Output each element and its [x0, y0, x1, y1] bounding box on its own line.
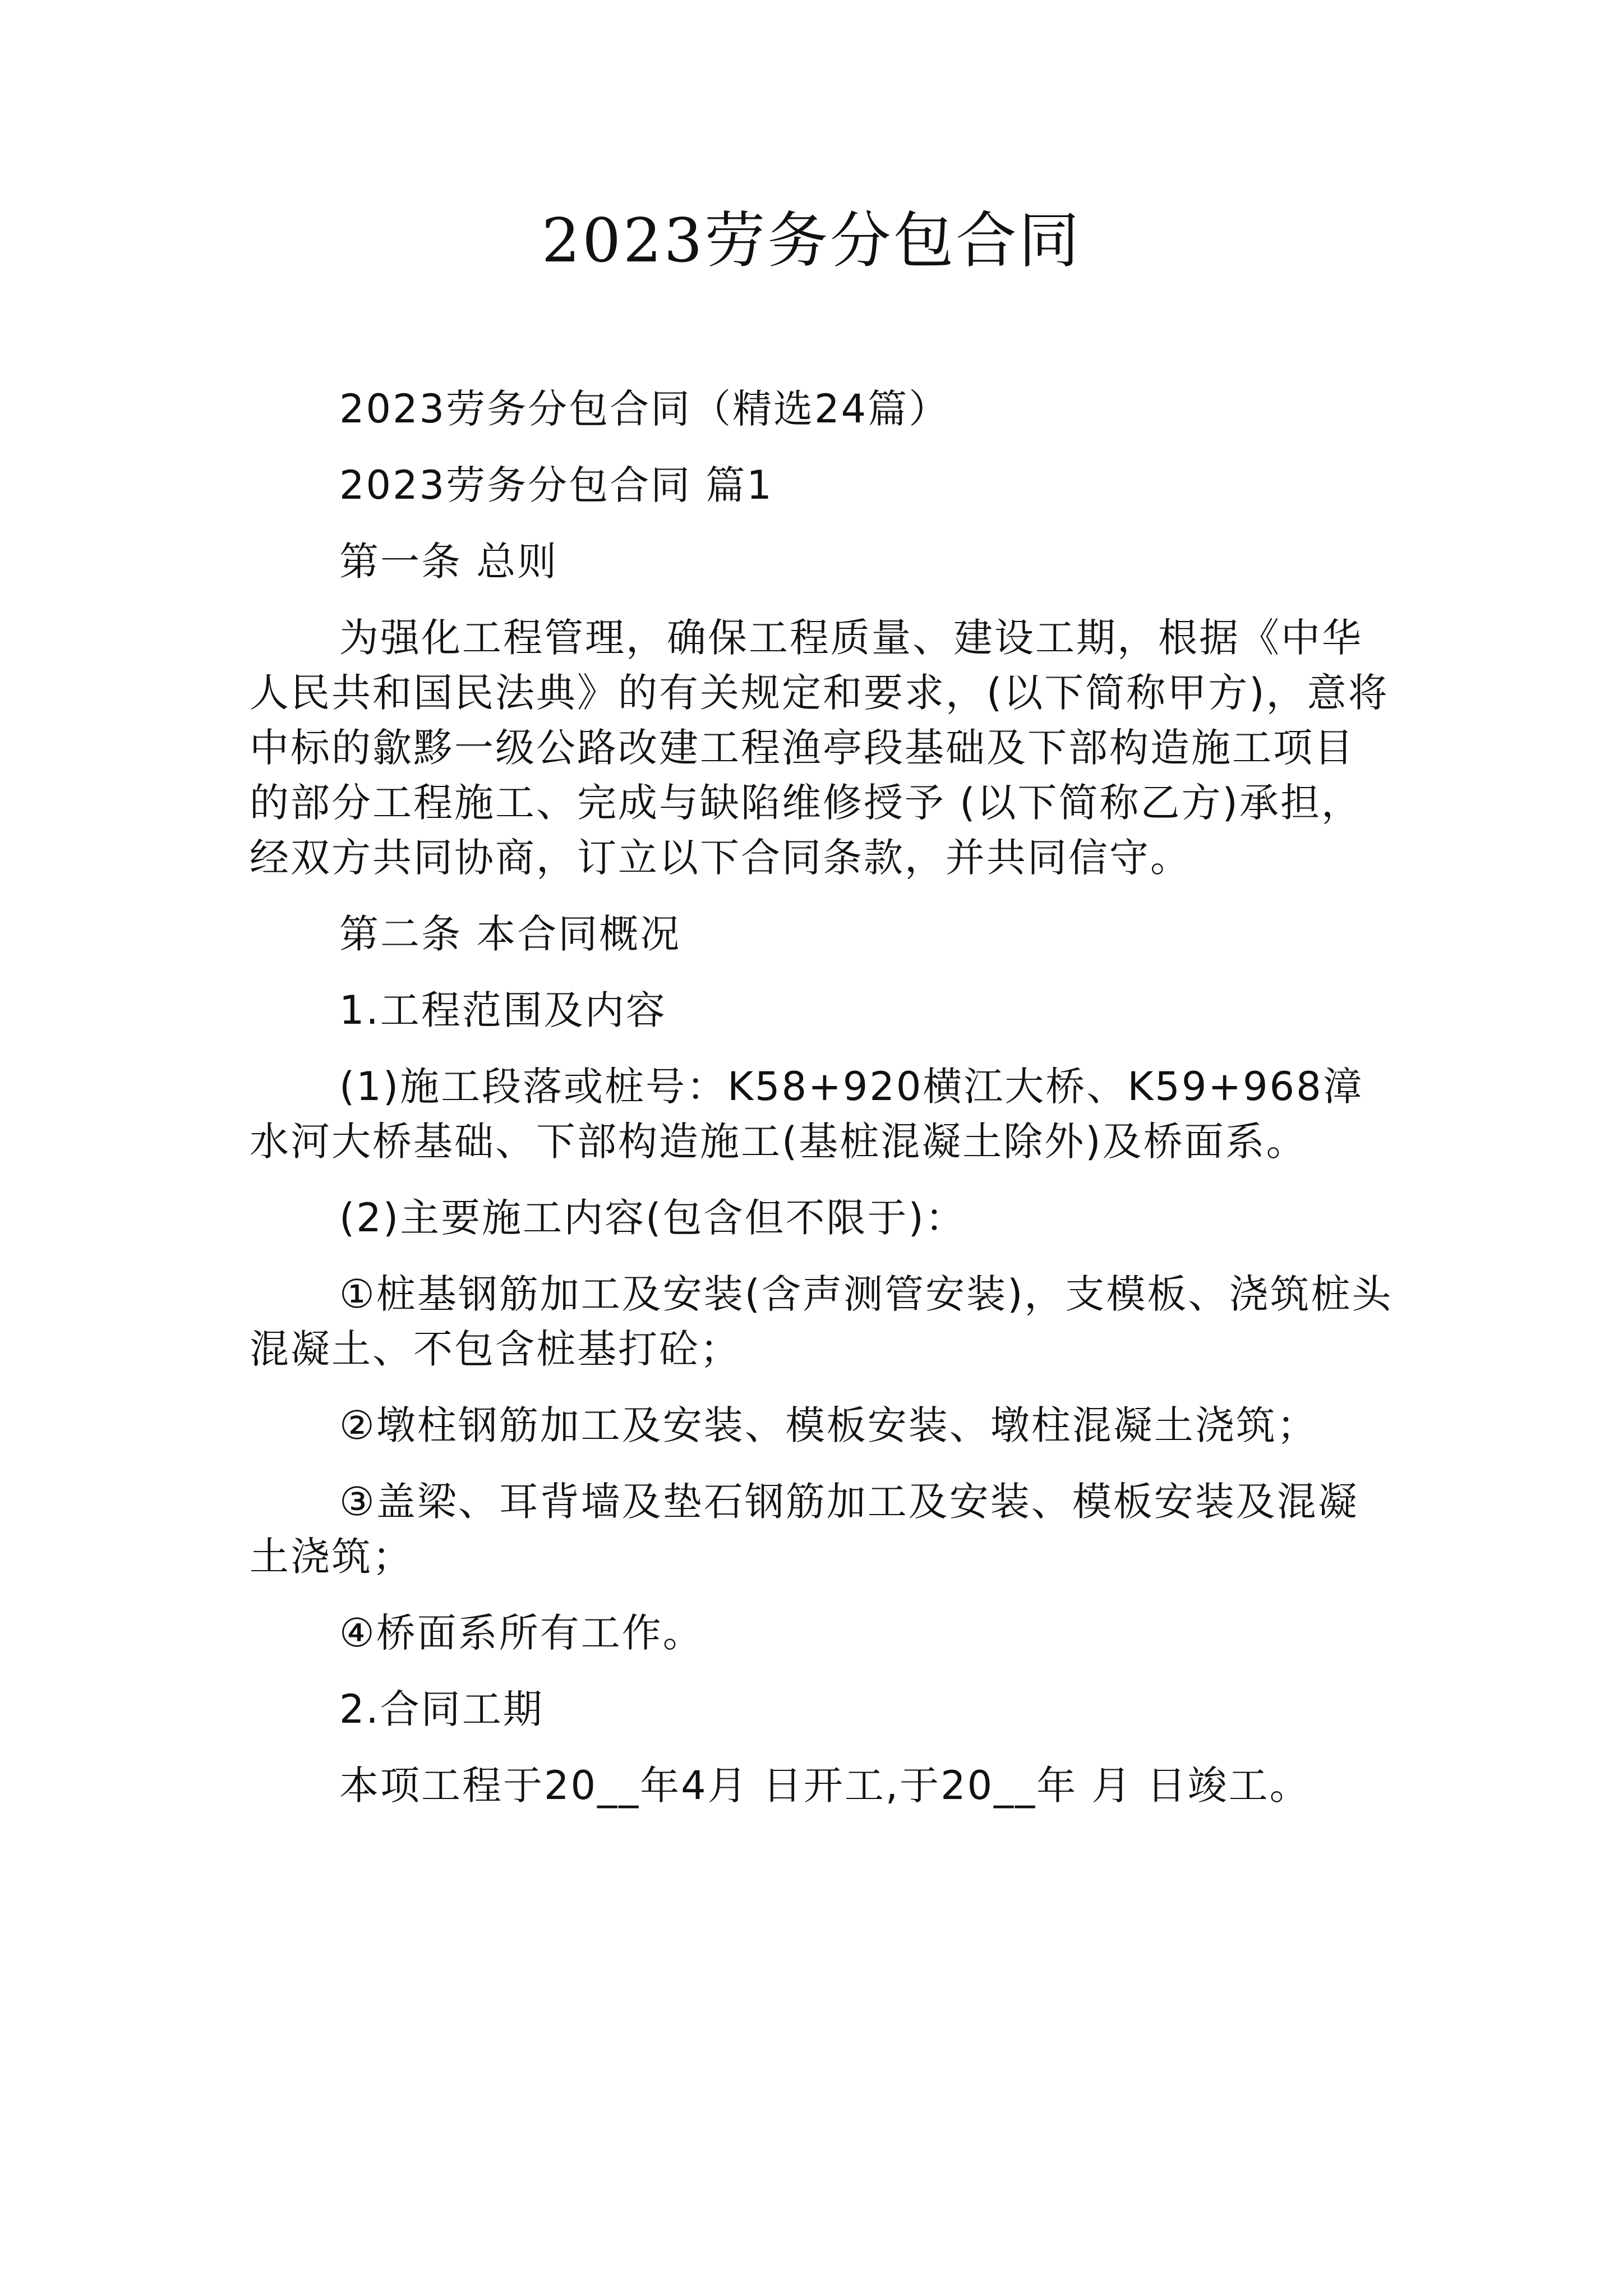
paragraph: 2.合同工期 [339, 1686, 544, 1732]
paragraph: ①桩基钢筋加工及安装(含声测管安装)，支模板、浇筑桩头混凝土、不包含桩基打砼； [250, 1271, 1393, 1372]
document-body [250, 381, 1394, 1834]
paragraph: 2023劳务分包合同（精选24篇） [339, 386, 950, 432]
paragraph: 本项工程于20__年4月 日开工,于20__年 月 日竣工。 [339, 1763, 1311, 1809]
paragraph: 为强化工程管理，确保工程质量、建设工期，根据《中华人民共和国民法典》的有关规定和要求，(以下简称甲方)，意将中标的歙黟一级公路改建工程渔亭段基础及下部构造施工项目的部分工程施工、完成与缺陷维修授予 (以下简称乙方)承担，经双方共同协商，订立以下合同条款，并共同信守。 [250, 615, 1389, 881]
paragraph: 第一条 总则 [339, 539, 559, 585]
paragraph: (1)施工段落或桩号：K58+920横江大桥、K59+968漳水河大桥基础、下部构造施工(基桩混凝土除外)及桥面系。 [250, 1064, 1364, 1165]
paragraph: (2)主要施工内容(包含但不限于)： [339, 1195, 966, 1241]
paragraph: 第二条 本合同概况 [339, 911, 681, 957]
paragraph: ④桥面系所有工作。 [339, 1610, 704, 1656]
paragraph: 2023劳务分包合同 篇1 [339, 462, 773, 508]
paragraph: ③盖梁、耳背墙及垫石钢筋加工及安装、模板安装及混凝土浇筑； [250, 1479, 1359, 1580]
paragraph: 1.工程范围及内容 [339, 987, 667, 1033]
paragraph: ②墩柱钢筋加工及安装、模板安装、墩柱混凝土浇筑； [339, 1402, 1318, 1448]
document-title: 2023劳务分包合同 [541, 206, 1082, 276]
